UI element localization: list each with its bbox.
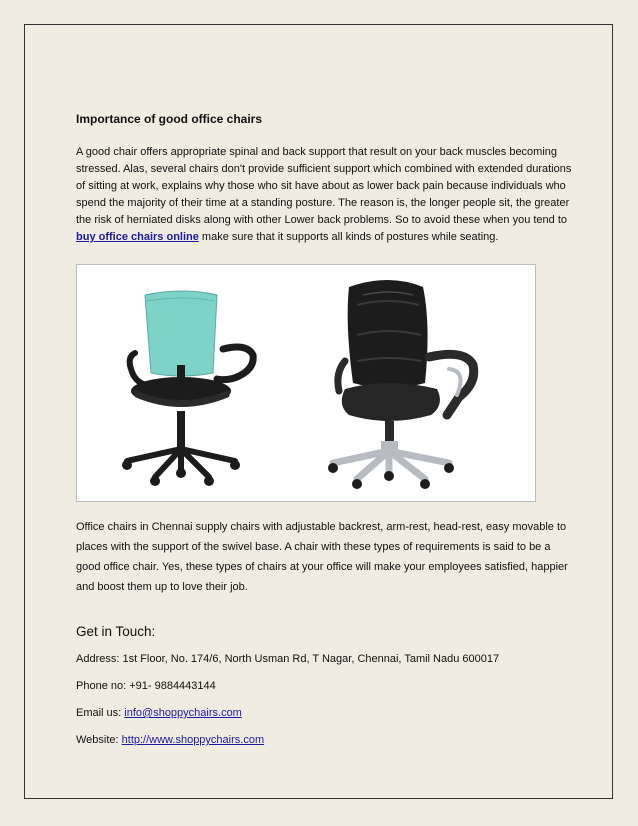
article-paragraph-1 <box>76 144 574 246</box>
email-link[interactable]: info@shoppychairs.com <box>124 707 242 719</box>
website-label: Website: <box>76 734 122 746</box>
article-section <box>76 112 574 246</box>
contact-phone: Phone no: +91- 9884443144 <box>76 680 216 692</box>
paragraph-1-text-end: make sure that it supports all kinds of postures while seating. <box>198 231 499 243</box>
executive-leather-chair-image <box>328 280 474 489</box>
contact-address: Address: 1st Floor, No. 174/6, North Usman Rd, T Nagar, Chennai, Tamil Nadu 600017 <box>76 653 500 665</box>
contact-email-line <box>76 707 576 719</box>
article-heading: Importance of good office chairs <box>76 112 263 126</box>
chairs-image <box>76 264 536 502</box>
email-label: Email us: <box>76 707 125 719</box>
contact-title: Get in Touch: <box>76 624 156 639</box>
website-link[interactable]: http://www.shoppychairs.com <box>121 734 265 746</box>
mesh-office-chair-image <box>122 291 253 486</box>
buy-office-chairs-link[interactable]: buy office chairs online <box>76 231 199 243</box>
contact-section <box>76 624 576 761</box>
paragraph-1-text-start: A good chair offers appropriate spinal and back support that result on your back muscles becoming stressed. Alas, several chairs don't provide sufficient support which combined with extended durations of sitting at work, explains why those who sit have about as lower back pain because individuals who spend the majority of their time at a standing posture. The reason is, the longer people sit, the greater the risk of herniated disks along with other Lower back problems. So to avoid these when you tend to <box>76 146 572 226</box>
article-paragraph-2: Office chairs in Chennai supply chairs with adjustable backrest, arm-rest, head-rest, easy movable to places with the support of the swivel base. A chair with these types of requirements is said to be a good office chair. Yes, these types of chairs at your office will make your employees satisfied, happier and boost them up to love their job. <box>76 521 568 593</box>
contact-website-line <box>76 734 576 746</box>
